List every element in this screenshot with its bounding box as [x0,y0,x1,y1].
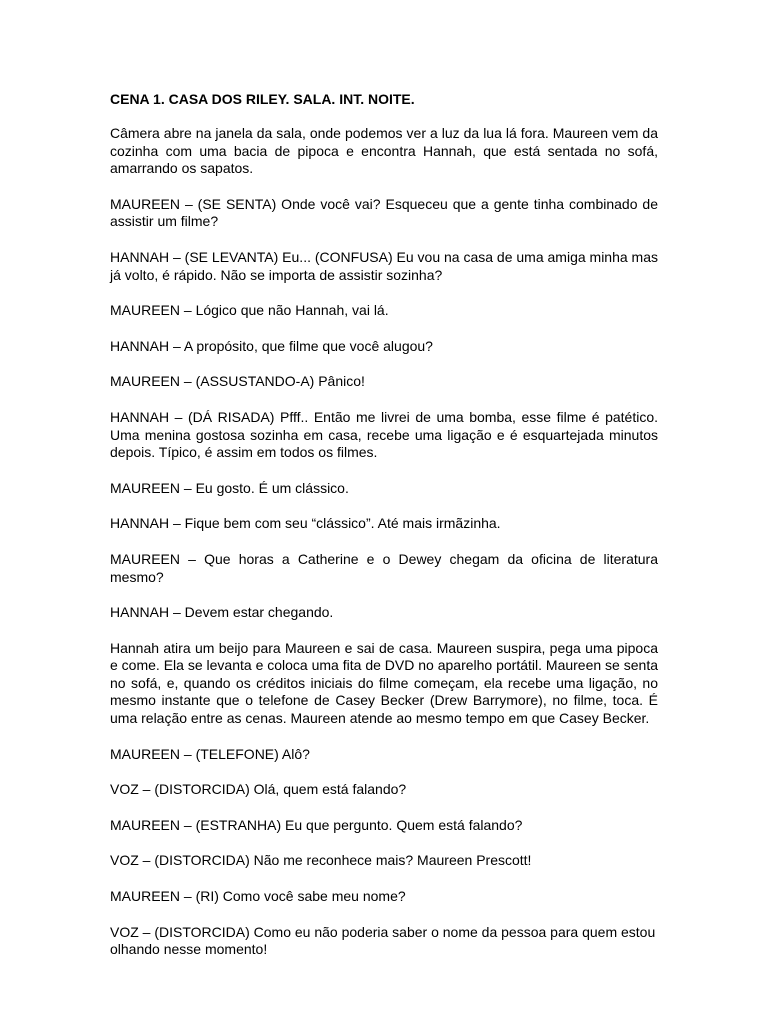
paragraph-1: Câmera abre na janela da sala, onde podemos ver a luz da lua lá fora. Maureen vem da cozinha com uma bacia de pipoca e encontra Hannah, que está sentada no sofá, amarrando os sapatos. [110,125,658,177]
paragraph-17: MAUREEN – (RI) Como você sabe meu nome? [110,888,406,905]
scene-heading: CENA 1. CASA DOS RILEY. SALA. INT. NOITE. [110,91,415,107]
paragraph-10: MAUREEN – Que horas a Catherine e o Dewey chegam da oficina de literatura mesmo? [110,550,658,585]
paragraph-16: VOZ – (DISTORCIDA) Não me reconhece mais? Maureen Prescott! [110,852,532,869]
paragraph-13: MAUREEN – (TELEFONE) Alô? [110,745,310,762]
paragraph-6: MAUREEN – (ASSUSTANDO-A) Pânico! [110,373,365,390]
paragraph-18: VOZ – (DISTORCIDA) Como eu não poderia saber o nome da pessoa para quem estou olhando nesse momento! [110,923,656,958]
paragraph-14: VOZ – (DISTORCIDA) Olá, quem está falando? [110,781,407,798]
paragraph-3: HANNAH – (SE LEVANTA) Eu... (CONFUSA) Eu vou na casa de uma amiga minha mas já volto, é rápido. Não se importa de assistir sozinha? [110,248,659,283]
paragraph-11: HANNAH – Devem estar chegando. [110,604,334,621]
paragraph-7: HANNAH – (DÁ RISADA) Pfff.. Então me livrei de uma bomba, esse filme é patético. Uma menina gostosa sozinha em casa, recebe uma ligação e é esquartejada minutos depois. Típico, é assim em todos os filmes. [110,408,658,461]
paragraph-4: MAUREEN – Lógico que não Hannah, vai lá. [110,302,389,319]
paragraph-9: HANNAH – Fique bem com seu “clássico”. Até mais irmãzinha. [110,515,501,532]
paragraph-15: MAUREEN – (ESTRANHA) Eu que pergunto. Quem está falando? [110,816,523,833]
paragraph-8: MAUREEN – Eu gosto. É um clássico. [110,479,349,496]
paragraph-12: Hannah atira um beijo para Maureen e sai de casa. Maureen suspira, pega uma pipoca e come. Ela se levanta e coloca uma fita de DVD no aparelho portátil. Maureen se senta no sofá, e, quando os créditos iniciais do filme começam, ela recebe uma ligação, no mesmo instante que o telefone de Casey Becker (Drew Barrymore), no filme, toca. É uma relação entre as cenas. Maureen atende ao mesmo tempo em que Casey Becker. [110,639,658,727]
paragraph-5: HANNAH – A propósito, que filme que você alugou? [110,337,433,354]
paragraph-2: MAUREEN – (SE SENTA) Onde você vai? Esqueceu que a gente tinha combinado de assistir um filme? [110,195,658,230]
